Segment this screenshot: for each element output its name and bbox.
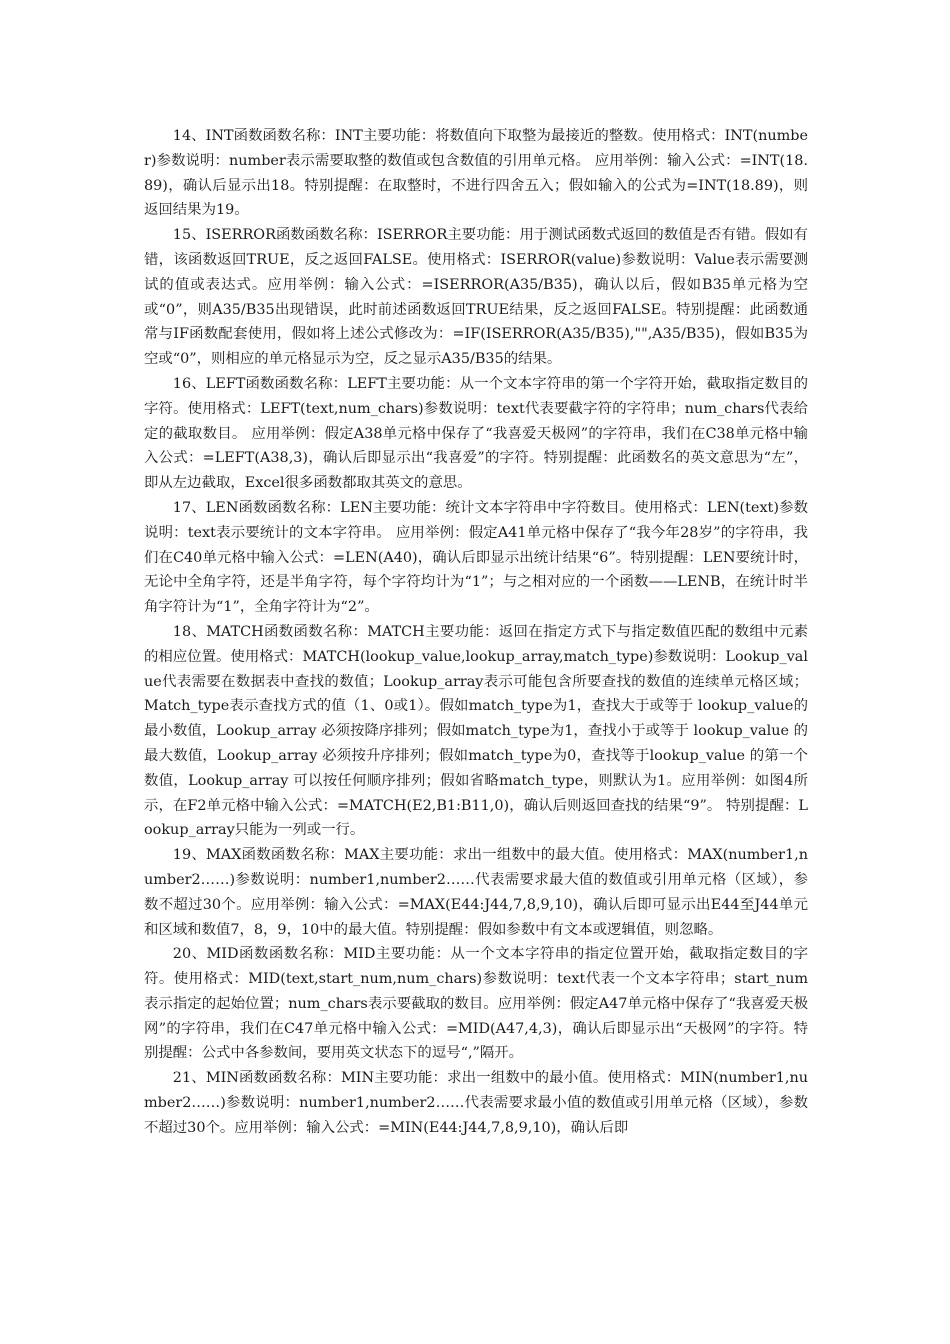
paragraph-max: 19、MAX函数函数名称：MAX主要功能：求出一组数中的最大值。使用格式：MAX(number1,number2……)参数说明：number1,number2……代表需要求最大值的数值或引用单元格（区域），参数不超过30个。应用举例：输入公式：=MAX(E44:J44,7,8,9,10)，确认后即可显示出E44至J44单元和区域和数值7，8，9，10中的最大值。特别提醒：假如参数中有文本或逻辑值，则忽略。 (144, 847, 808, 938)
paragraph-left: 16、LEFT函数函数名称：LEFT主要功能：从一个文本字符串的第一个字符开始，截取指定数目的字符。使用格式：LEFT(text,num_chars)参数说明：text代表要截字符的字符串；num_chars代表给定的截取数目。 应用举例：假定A38单元格中保存了“我喜爱天极网”的字符串，我们在C38单元格中输入公式：=LEFT(A38,3)，确认后即显示出“我喜爱”的字符。特别提醒：此函数名的英文意思为“左”，即从左边截取，Excel很多函数都取其英文的意思。 (144, 375, 808, 492)
document-body (144, 124, 808, 1141)
paragraph-match: 18、MATCH函数函数名称：MATCH主要功能：返回在指定方式下与指定数值匹配的数组中元素的相应位置。使用格式：MATCH(lookup_value,lookup_array,match_type)参数说明：Lookup_value代表需要在数据表中查找的数值；Lookup_array表示可能包含所要查找的数值的连续单元格区域；Match_type表示查找方式的值（1、0或1）。假如match_type为1，查找大于或等于 lookup_value的最小数值，Lookup_array 必须按降序排列；假如match_type为1，查找小于或等于 lookup_value 的最大数值，Lookup_array 必须按升序排列；假如match_type为0，查找等于lookup_value 的第一个数值，Lookup_array 可以按任何顺序排列；假如省略match_type，则默认为1。应用举例：如图4所示，在F2单元格中输入公式：=MATCH(E2,B1:B11,0)，确认后则返回查找的结果“9”。 特别提醒：Lookup_array只能为一列或一行。 (144, 623, 808, 839)
paragraph-len: 17、LEN函数函数名称：LEN主要功能：统计文本字符串中字符数目。使用格式：LEN(text)参数说明：text表示要统计的文本字符串。 应用举例：假定A41单元格中保存了“我今年28岁”的字符串，我们在C40单元格中输入公式：=LEN(A40)，确认后即显示出统计结果“6”。特别提醒：LEN要统计时，无论中全角字符，还是半角字符，每个字符均计为“1”；与之相对应的一个函数——LENB，在统计时半角字符计为“1”，全角字符计为“2”。 (144, 499, 808, 616)
paragraph-iserror: 15、ISERROR函数函数名称：ISERROR主要功能：用于测试函数式返回的数值是否有错。假如有错，该函数返回TRUE，反之返回FALSE。使用格式：ISERROR(value)参数说明：Value表示需要测试的值或表达式。应用举例：输入公式：=ISERROR(A35/B35)，确认以后，假如B35单元格为空或“0”，则A35/B35出现错误，此时前述函数返回TRUE结果，反之返回FALSE。特别提醒：此函数通常与IF函数配套使用，假如将上述公式修改为：=IF(ISERROR(A35/B35),"",A35/B35)，假如B35为空或“0”，则相应的单元格显示为空，反之显示A35/B35的结果。 (144, 227, 808, 368)
paragraph-int: 14、INT函数函数名称：INT主要功能：将数值向下取整为最接近的整数。使用格式：INT(number)参数说明：number表示需要取整的数值或包含数值的引用单元格。 应用举例：输入公式：=INT(18.89)，确认后显示出18。特别提醒：在取整时，不进行四舍五入；假如输入的公式为=INT(18.89)，则返回结果为19。 (144, 128, 808, 219)
paragraph-min: 21、MIN函数函数名称：MIN主要功能：求出一组数中的最小值。使用格式：MIN(number1,number2……)参数说明：number1,number2……代表需要求最小值的数值或引用单元格（区域），参数不超过30个。应用举例：输入公式：=MIN(E44:J44,7,8,9,10)，确认后即 (144, 1070, 808, 1136)
paragraph-mid: 20、MID函数函数名称：MID主要功能：从一个文本字符串的指定位置开始，截取指定数目的字符。使用格式：MID(text,start_num,num_chars)参数说明：text代表一个文本字符串；start_num表示指定的起始位置；num_chars表示要截取的数目。应用举例：假定A47单元格中保存了“我喜爱天极网”的字符串，我们在C47单元格中输入公式：=MID(A47,4,3)，确认后即显示出“天极网”的字符。特别提醒：公式中各参数间，要用英文状态下的逗号“,”隔开。 (144, 946, 808, 1062)
